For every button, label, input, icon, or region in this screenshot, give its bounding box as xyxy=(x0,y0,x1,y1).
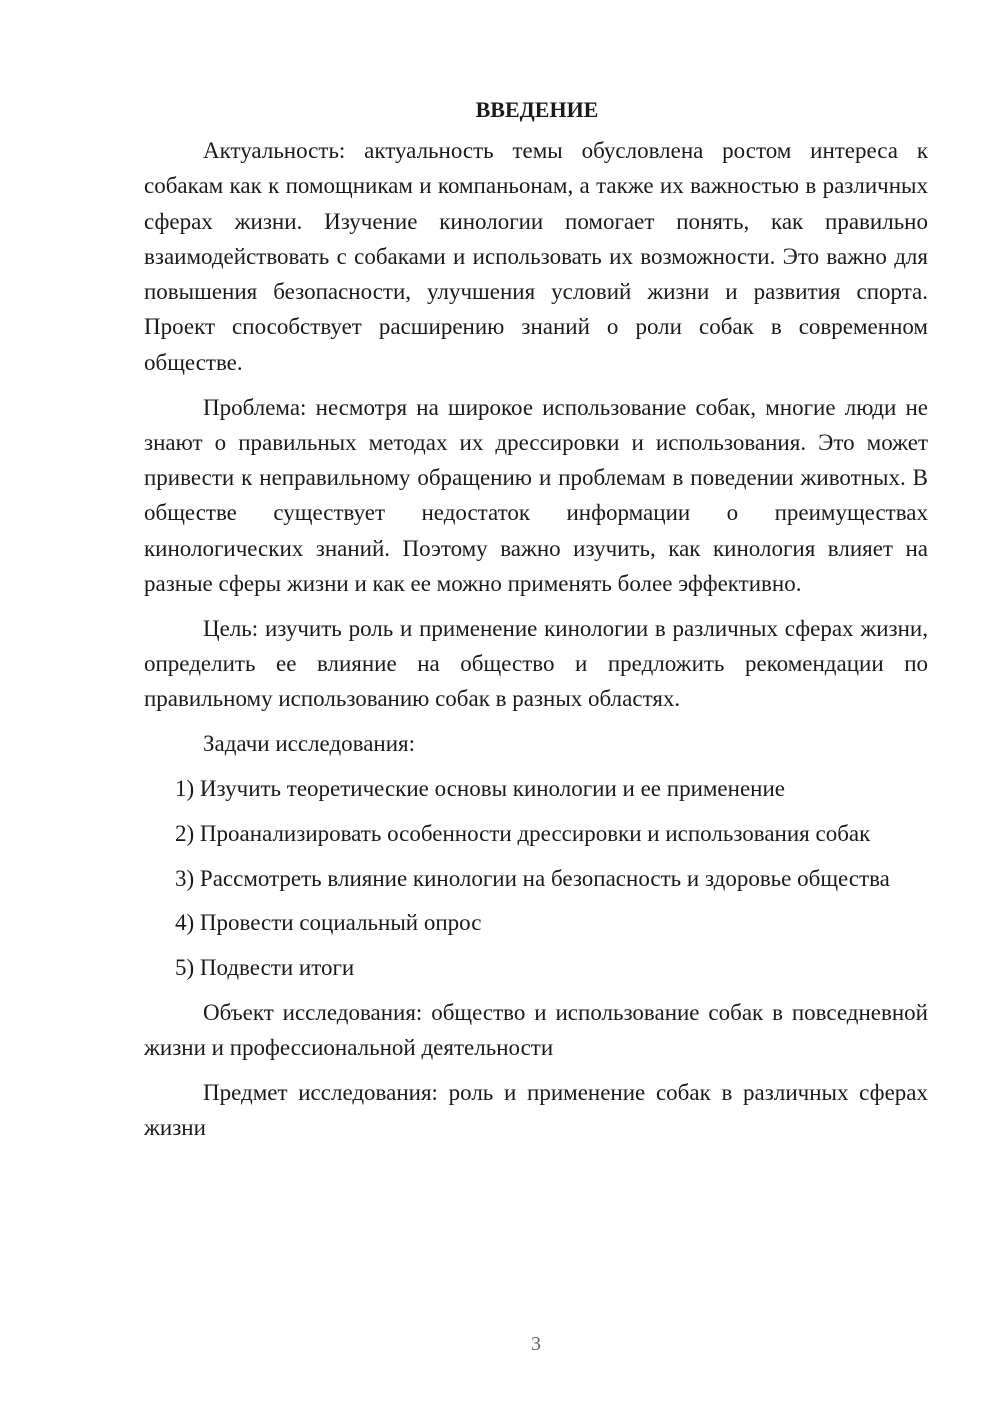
problem-paragraph: Проблема: несмотря на широкое использование собак, многие люди не знают о правильных методах их дрессировки и использования. Это может привести к неправильному обращению и проблемам в поведении животных. В обществе существует недостаток информации о преимуществах кинологических знаний. Поэтому важно изучить, как кинология влияет на разные сферы жизни и как ее можно применять более эффективно. xyxy=(144,394,928,597)
page-number: 3 xyxy=(531,1333,541,1355)
section-title: ВВЕДЕНИЕ xyxy=(475,97,599,122)
research-subject-paragraph: Предмет исследования: роль и применение собак в различных сферах жизни xyxy=(144,1080,928,1141)
relevance-paragraph: Актуальность: актуальность темы обусловлена ростом интереса к собакам как к помощникам и компаньонам, а также их важностью в различных сферах жизни. Изучение кинологии помогает понять, как правильно взаимодействовать с собаками и использовать их возможности. Это важно для повышения безопасности, улучшения условий жизни и развития спорта. Проект способствует расширению знаний о роли собак в современном обществе. xyxy=(144,138,928,375)
task-item: 5) Подвести итоги xyxy=(175,955,355,981)
task-item: 1) Изучить теоретические основы кинологии и ее применение xyxy=(175,776,785,802)
task-item: 4) Провести социальный опрос xyxy=(175,910,482,936)
tasks-heading: Задачи исследования: xyxy=(203,731,416,757)
task-item: 2) Проанализировать особенности дрессировки и использования собак xyxy=(175,820,871,846)
task-item: 3) Рассмотреть влияние кинологии на безопасность и здоровье общества xyxy=(175,865,890,891)
page-content xyxy=(144,92,928,1155)
research-object-paragraph: Объект исследования: общество и использование собак в повседневной жизни и профессиональной деятельности xyxy=(144,1000,928,1061)
goal-paragraph: Цель: изучить роль и применение кинологии в различных сферах жизни, определить ее влияние на общество и предложить рекомендации по правильному использованию собак в разных областях. xyxy=(144,615,928,712)
